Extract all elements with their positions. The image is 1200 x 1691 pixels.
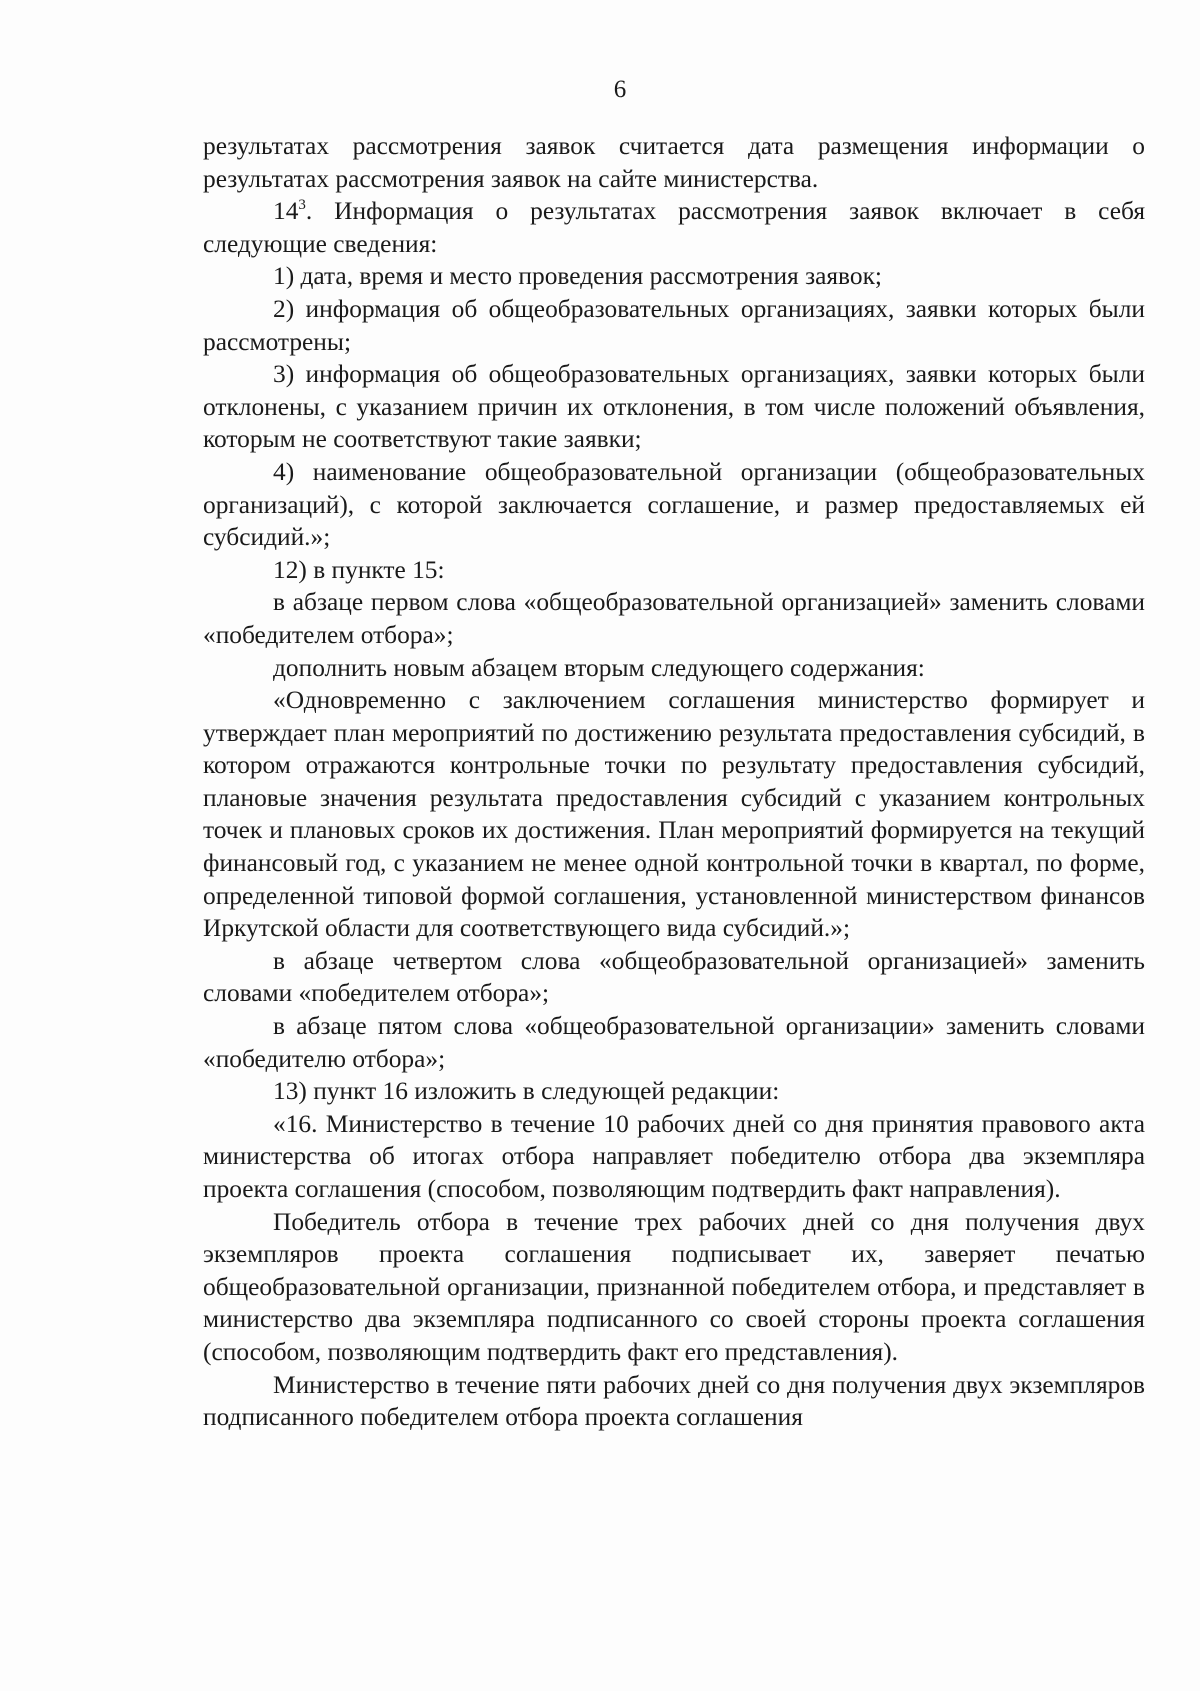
paragraph-clause-16-part-3: Министерство в течение пяти рабочих дней со дня получения двух экземпляров подписанного победителем отбора проекта соглашения [203, 1370, 1145, 1432]
paragraph-item-1: 1) дата, время и место проведения рассмотрения заявок; [273, 262, 882, 291]
paragraph-item-2: 2) информация об общеобразовательных организациях, заявки которых были рассмотрены; [203, 294, 1145, 356]
paragraph-clause-14-3 [203, 195, 1145, 260]
paragraph-amendment-12: 12) в пункте 15: [273, 555, 445, 584]
paragraph-amendment-13: 13) пункт 16 изложить в следующей редакции: [273, 1077, 780, 1106]
paragraph-item-4: 4) наименование общеобразовательной организации (общеобразовательных организаций), с которой заключается соглашение, и размер предоставляемых ей субсидий.»; [203, 457, 1145, 552]
paragraph-amendment-text: в абзаце четвертом слова «общеобразовательной организацией» заменить словами «победителем отбора»; [203, 946, 1145, 1008]
clause-number: 14 [273, 197, 299, 226]
paragraph-item-3: 3) информация об общеобразовательных организациях, заявки которых были отклонены, с указанием причин их отклонения, в том числе положений объявления, которым не соответствуют такие заявки; [203, 360, 1145, 454]
clause-text: . Информация о результатах рассмотрения заявок включает в себя следующие сведения: [203, 197, 1145, 258]
paragraph-quoted-insert: «Одновременно с заключением соглашения министерство формирует и утверждает план мероприятий по достижению результата предоставления субсидий, в котором отражаются контрольные точки по результату предоставления субсидий, плановые значения результата предоставления субсидий с указанием контрольных точек и плановых сроков их достижения. План мероприятий формируется на текущий финансовый год, с указанием не менее одной контрольной точки в квартал, по форме, определенной типовой формой соглашения, установленной министерством финансов Иркутской области для соответствующего вида субсидий.»; [203, 686, 1145, 943]
page-number: 6 [613, 76, 627, 103]
document-body [203, 130, 1145, 1434]
paragraph-amendment-text: в абзаце первом слова «общеобразовательной организацией» заменить словами «победителем отбора»; [203, 588, 1145, 649]
paragraph-amendment-text: в абзаце пятом слова «общеобразовательной организации» заменить словами «победителю отбора»; [203, 1012, 1145, 1073]
paragraph-continuation: результатах рассмотрения заявок считается дата размещения информации о результатах рассмотрения заявок на сайте министерства. [203, 132, 1145, 193]
paragraph-clause-16: «16. Министерство в течение 10 рабочих дней со дня принятия правового акта министерства об итогах отбора направляет победителю отбора два экземпляра проекта соглашения (способом, позволяющим подтвердить факт направления). [203, 1109, 1145, 1203]
paragraph-clause-16-part-2: Победитель отбора в течение трех рабочих дней со дня получения двух экземпляров проекта соглашения подписывает их, заверяет печатью общеобразовательной организации, признанной победителем отбора, и представляет в министерство два экземпляра подписанного со своей стороны проекта соглашения (способом, позволяющим подтвердить факт его представления). [203, 1207, 1145, 1366]
paragraph-amendment-text: дополнить новым абзацем вторым следующего содержания: [273, 653, 925, 682]
clause-superscript: 3 [298, 197, 306, 214]
